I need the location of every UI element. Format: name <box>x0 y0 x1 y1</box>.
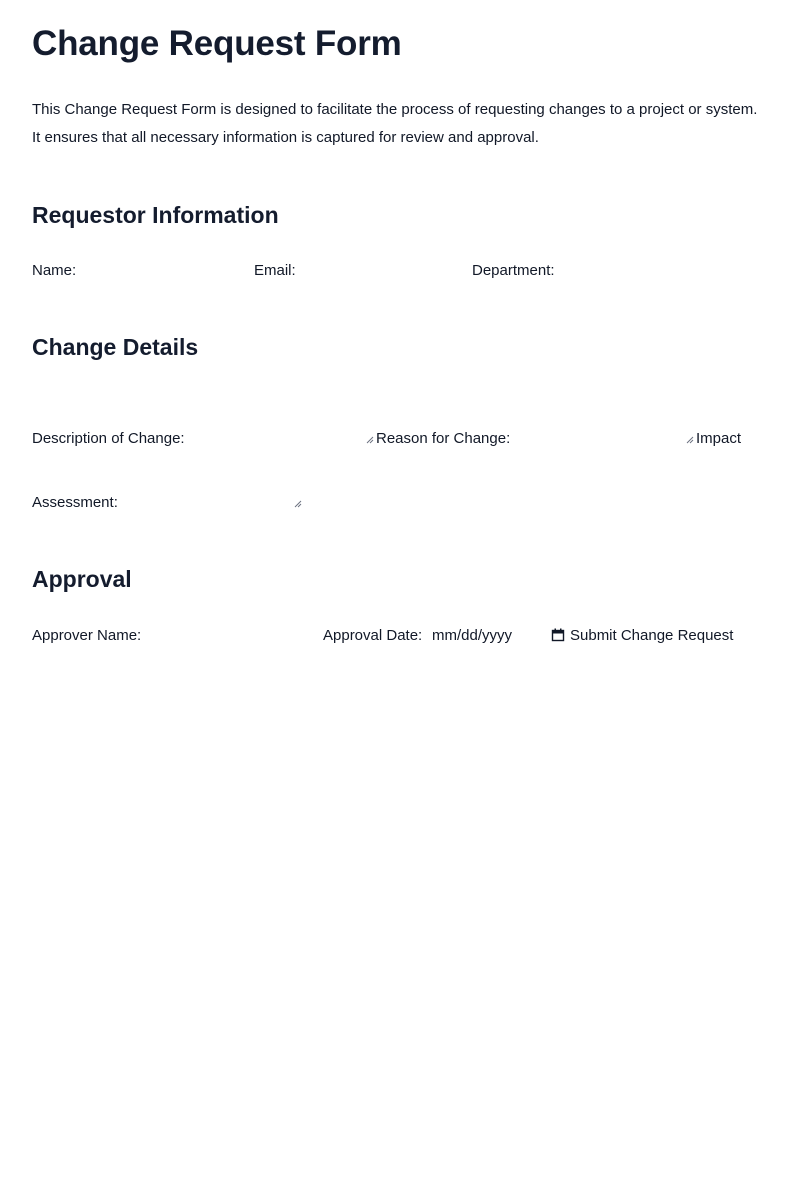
change-details-section-heading: Change Details <box>32 334 199 360</box>
department-input[interactable] <box>566 262 756 280</box>
approval-date-input[interactable]: mm/dd/yyyy <box>432 627 513 644</box>
impact-textarea[interactable] <box>124 486 302 508</box>
requestor-section-heading: Requestor Information <box>32 202 279 228</box>
resize-grip-icon[interactable] <box>366 436 374 444</box>
impact-label-line2: Assessment: <box>32 494 118 511</box>
email-label: Email: <box>254 262 296 279</box>
resize-grip-icon[interactable] <box>686 436 694 444</box>
department-label: Department: <box>472 262 555 279</box>
approver-name-label: Approver Name: <box>32 627 142 644</box>
approver-name-input[interactable] <box>154 627 314 645</box>
name-label: Name: <box>32 262 77 279</box>
name-input[interactable] <box>82 262 242 280</box>
page-title: Change Request Form <box>32 24 402 63</box>
reason-label: Reason for Change: <box>376 430 511 447</box>
email-input[interactable] <box>302 262 462 280</box>
reason-textarea[interactable] <box>516 422 694 444</box>
impact-label-line1: Impact <box>696 430 742 447</box>
approval-section-heading: Approval <box>32 566 132 592</box>
intro-text: This Change Request Form is designed to facilitate the process of requesting changes to a project or system. It ensures that all necessary information is captured for review and approval. <box>32 101 758 146</box>
resize-grip-icon[interactable] <box>294 500 302 508</box>
description-label: Description of Change: <box>32 430 185 447</box>
description-textarea[interactable] <box>196 422 374 444</box>
calendar-icon[interactable] <box>551 628 565 642</box>
submit-button[interactable]: Submit Change Request <box>570 627 734 644</box>
approval-date-label: Approval Date: <box>323 627 423 644</box>
